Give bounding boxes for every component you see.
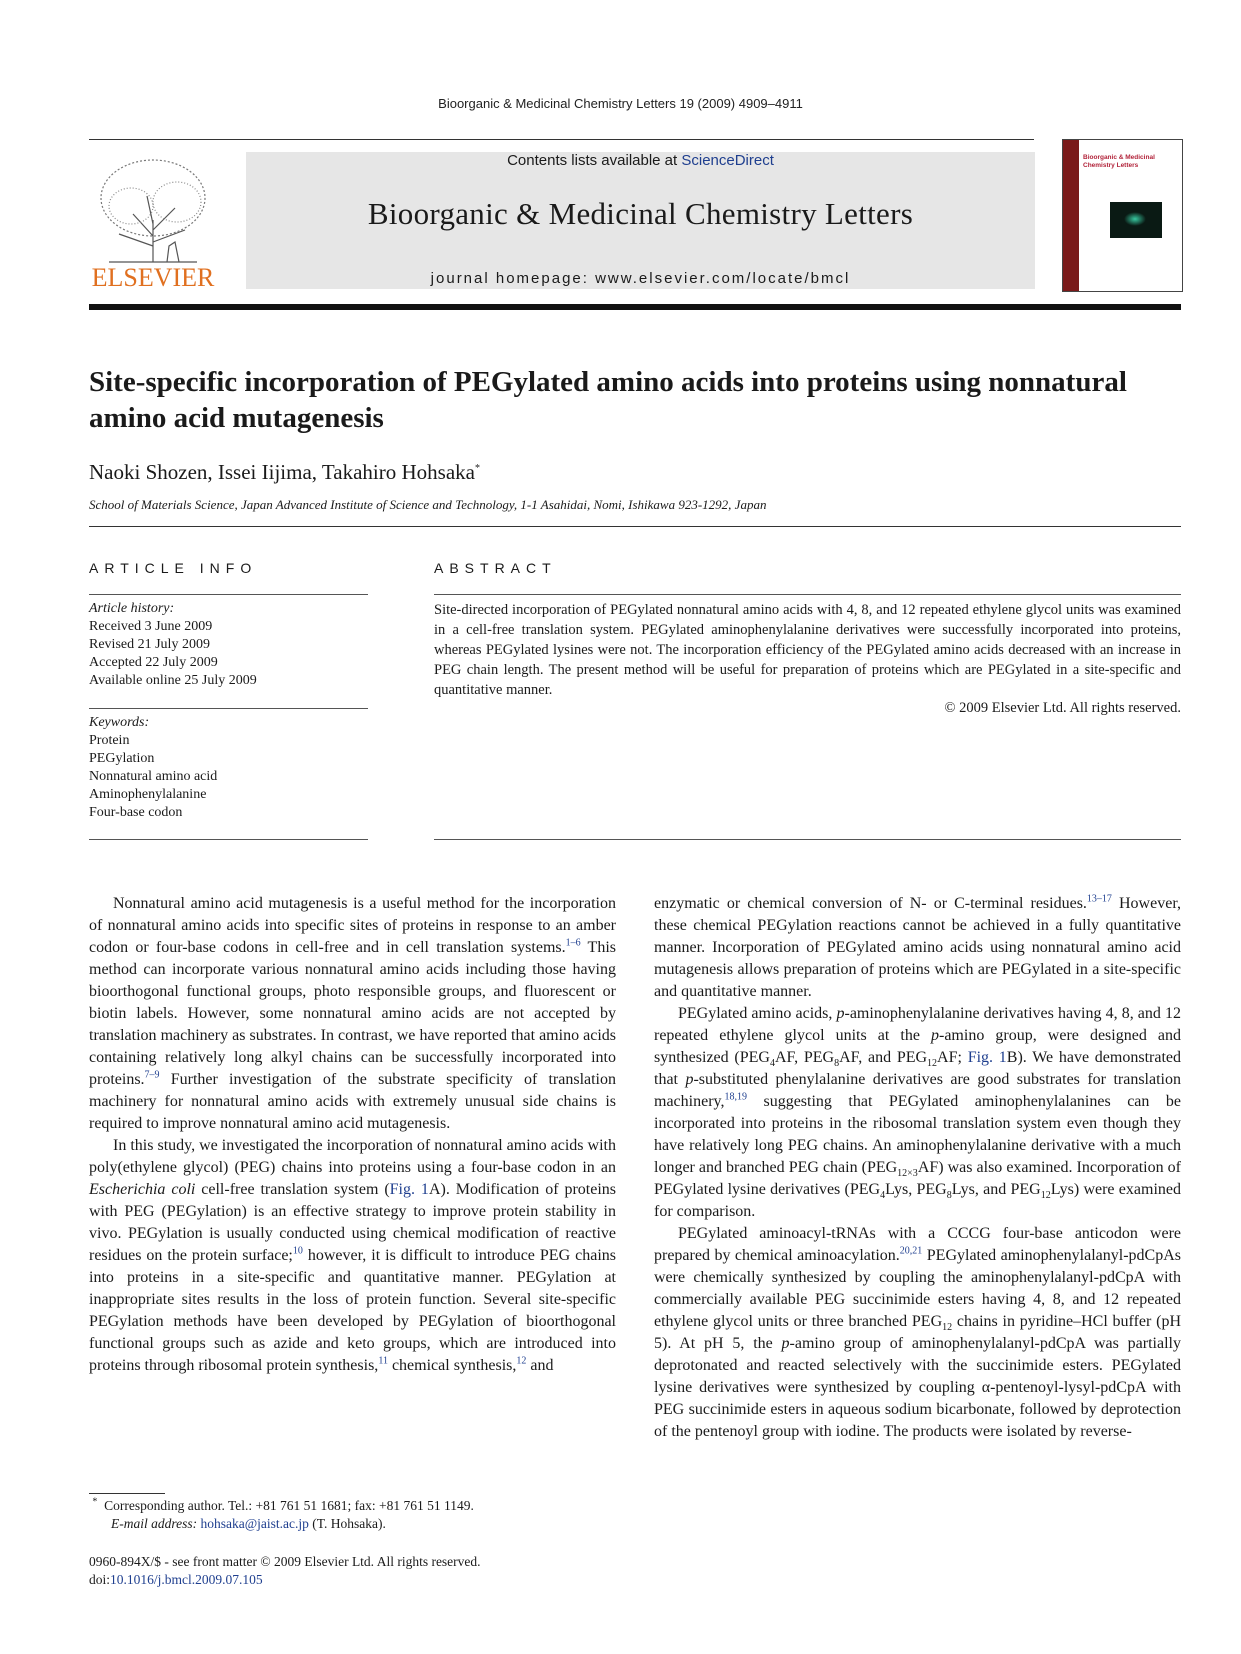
history-label: Article history: bbox=[89, 601, 175, 616]
abstract-heading: ABSTRACT bbox=[434, 560, 557, 576]
tree-logo-icon bbox=[89, 150, 217, 290]
body-column-left bbox=[89, 893, 616, 1377]
info-rule bbox=[89, 594, 368, 595]
info-rule bbox=[89, 839, 368, 840]
abstract-rule bbox=[434, 594, 1181, 595]
figure-link[interactable]: Fig. 1 bbox=[389, 1181, 429, 1198]
keyword: Nonnatural amino acid bbox=[89, 769, 218, 784]
text-run: 12 bbox=[1040, 1190, 1051, 1202]
info-rule bbox=[89, 708, 368, 709]
footnote-rule bbox=[89, 1493, 165, 1494]
text-run: -substituted phenylalanine derivatives are good substrates for translation machinery, bbox=[654, 1071, 1181, 1110]
doi-line bbox=[89, 1571, 689, 1589]
sciencedirect-link[interactable]: ScienceDirect bbox=[681, 152, 774, 169]
history-accepted: Accepted 22 July 2009 bbox=[89, 655, 218, 670]
text-run: 4 bbox=[769, 1058, 775, 1070]
text-run: AF) was also examined. Incorporation of PEGylated lysine derivatives (PEG bbox=[654, 1159, 1181, 1198]
text-run: 12×3 bbox=[897, 1168, 918, 1180]
cover-image bbox=[1110, 202, 1162, 238]
text-run: p bbox=[931, 1027, 939, 1044]
elsevier-wordmark: ELSEVIER bbox=[91, 263, 215, 290]
body-paragraph bbox=[654, 893, 1181, 1003]
journal-cover-thumbnail bbox=[1062, 139, 1183, 292]
history-received: Received 3 June 2009 bbox=[89, 619, 213, 634]
text-run: and bbox=[526, 1357, 554, 1374]
text-run: enzymatic or chemical conversion of N- or C-terminal residues. bbox=[654, 895, 1087, 912]
text-run: B). We have demonstrated that bbox=[654, 1049, 1181, 1088]
footnote-mark: * bbox=[92, 1496, 98, 1508]
text-run: p bbox=[836, 1005, 845, 1022]
body-column-right bbox=[654, 893, 1181, 1443]
email-line bbox=[89, 1515, 689, 1533]
affiliation: School of Materials Science, Japan Advanced Institute of Science and Technology, 1-1 Asahidai, Nomi, Ishikawa 923-1292, Japan bbox=[89, 497, 767, 512]
affiliation-rule bbox=[89, 526, 1181, 527]
text-run: PEGylated aminoacyl-tRNAs with a CCCG four-base anticodon were prepared by chemical aminoacylation. bbox=[654, 1225, 1181, 1264]
text-run: 8 bbox=[834, 1058, 840, 1070]
reference-link[interactable]: 20,21 bbox=[899, 1245, 923, 1257]
contents-line bbox=[246, 152, 1035, 169]
text-run: This method can incorporate various nonnatural amino acids including those having bioorthogonal functional groups, photo responsible groups, and fluorescent or biotin labels. However, some nonnatural amino acids are not accepted by translation machinery as substrates. In contrast, we have reported that amino acids containing relatively long alkyl chains can be successfully incorporated into proteins. bbox=[89, 939, 616, 1088]
email-name: (T. Hohsaka). bbox=[308, 1516, 386, 1531]
doi-link[interactable]: 10.1016/j.bmcl.2009.07.105 bbox=[110, 1572, 263, 1587]
keyword: Protein bbox=[89, 733, 130, 748]
reference-link[interactable]: 1–6 bbox=[565, 937, 581, 949]
text-run: However, these chemical PEGylation reactions cannot be achieved in a fully quantitative manner. Incorporation of PEGylated amino acids using nonnatural amino acid mutagenesis allows preparation of proteins which are PEGylated in a site-specific and quantitative manner. bbox=[654, 895, 1181, 1000]
body-paragraph bbox=[89, 893, 616, 1135]
text-run: AF; bbox=[937, 1049, 968, 1066]
body-paragraph bbox=[89, 1135, 616, 1377]
body-paragraph bbox=[654, 1003, 1181, 1223]
keyword: PEGylation bbox=[89, 751, 155, 766]
reference-link[interactable]: 13–17 bbox=[1086, 893, 1112, 905]
text-run: 12 bbox=[927, 1058, 938, 1070]
reference-link[interactable]: 11 bbox=[378, 1355, 388, 1367]
journal-homepage[interactable]: journal homepage: www.elsevier.com/locate/bmcl bbox=[430, 270, 851, 287]
article-history bbox=[89, 600, 368, 690]
text-run: PEGylated amino acids, bbox=[678, 1005, 837, 1022]
text-run: A). Modification of proteins with PEG (PEGylation) is an effective strategy to improve protein stability in vivo. PEGylation is usually conducted using chemical modification of reactive residues on the protein surface; bbox=[89, 1181, 617, 1264]
abstract-rule bbox=[434, 839, 1181, 840]
journal-citation: Bioorganic & Medicinal Chemistry Letters 19 (2009) 4909–4911 bbox=[438, 96, 803, 111]
authors-text: Naoki Shozen, Issei Iijima, Takahiro Hohsaka bbox=[89, 460, 475, 484]
corresponding-author-mark[interactable]: * bbox=[474, 463, 480, 474]
text-run: 4 bbox=[880, 1190, 886, 1202]
issn-line: 0960-894X/$ - see front matter © 2009 Elsevier Ltd. All rights reserved. bbox=[89, 1554, 481, 1569]
text-run: Escherichia coli bbox=[89, 1181, 196, 1198]
keywords bbox=[89, 714, 368, 822]
reference-link[interactable]: 12 bbox=[516, 1355, 527, 1367]
text-run: AF, PEG bbox=[774, 1049, 835, 1066]
article-info-heading: ARTICLE INFO bbox=[89, 560, 258, 576]
text-run: p bbox=[781, 1335, 790, 1352]
email-label: E-mail address: bbox=[111, 1516, 201, 1531]
email-link[interactable]: hohsaka@jaist.ac.jp bbox=[200, 1516, 309, 1531]
header-rule bbox=[89, 139, 1034, 140]
reference-link[interactable]: 7–9 bbox=[144, 1069, 160, 1081]
footnote bbox=[89, 1497, 689, 1533]
abstract-copyright: © 2009 Elsevier Ltd. All rights reserved. bbox=[944, 700, 1181, 716]
keyword: Aminophenylalanine bbox=[89, 787, 207, 802]
text-run: chains in pyridine–HCl buffer (pH 5). At pH 5, the bbox=[654, 1313, 1181, 1352]
doi-prefix: doi: bbox=[89, 1572, 111, 1587]
reference-link[interactable]: 10 bbox=[292, 1245, 303, 1257]
text-run: Nonnatural amino acid mutagenesis is a useful method for the incorporation of nonnatural amino acids into specific sites of proteins in response to an amber codon or four-base codons in cell-free and in cell translation systems. bbox=[89, 895, 616, 956]
text-run: AF, and PEG bbox=[839, 1049, 928, 1066]
article-title: Site-specific incorporation of PEGylated amino acids into proteins using nonnatural amino acid mutagenesis bbox=[89, 366, 1127, 434]
contents-prefix: Contents lists available at bbox=[507, 152, 682, 169]
text-run: suggesting that PEGylated aminophenylalanines can be incorporated into proteins in the ribosomal translation system even though they have relatively long PEG chains. An aminophenylalanine derivative with a much longer and branched PEG chain (PEG bbox=[654, 1093, 1181, 1176]
author-list bbox=[89, 460, 480, 485]
abstract-text: Site-directed incorporation of PEGylated nonnatural amino acids with 4, 8, and 12 repeated ethylene glycol units was examined in a cell-free translation system. PEGylated aminophenylalanine derivatives were successfully incorporated into proteins, whereas PEGylated lysines were not. The incorporation efficiency of the PEGylated amino acids decreased with an increase in PEG chain length. The present method will be useful for preparation of proteins which are PEGylated in a site-specific and quantitative manner. bbox=[434, 602, 1181, 698]
text-run: 8 bbox=[946, 1190, 952, 1202]
reference-link[interactable]: 18,19 bbox=[724, 1091, 747, 1103]
text-run: however, it is difficult to introduce PEG chains into proteins in a site-specific and quantitative manner. PEGylation at inappropriate sites results in the loss of protein function. Several site-specific PEGylation methods have been developed by PEGylation of bioorthogonal functional groups such as azide and keto groups, which are introduced into proteins through ribosomal protein synthesis, bbox=[89, 1247, 616, 1374]
text-run: -aminophenylalanine derivatives having 4, 8, and 12 repeated ethylene glycol units at the bbox=[654, 1005, 1182, 1044]
text-run: Lys, PEG bbox=[885, 1181, 947, 1198]
keyword: Four-base codon bbox=[89, 805, 183, 820]
header-thick-rule bbox=[89, 304, 1181, 310]
contact-details: Corresponding author. Tel.: +81 761 51 1681; fax: +81 761 51 1149. bbox=[104, 1498, 474, 1513]
text-run: Lys, and PEG bbox=[951, 1181, 1041, 1198]
text-run: p bbox=[685, 1071, 694, 1088]
history-revised: Revised 21 July 2009 bbox=[89, 637, 210, 652]
text-run: Lys) were examined for comparison. bbox=[654, 1181, 1182, 1220]
text-run: -amino group of aminophenylalanyl-pdCpA was partially deprotonated and reacted selectively with the succinimide esters. PEGylated lysine derivatives were synthesized by coupling α-pentenoyl-lysyl-pdCpA with PEG succinimide esters in aqueous sodium bicarbonate, followed by deprotection of the pentenoyl group with iodine. The products were isolated by reverse- bbox=[654, 1335, 1181, 1440]
text-run: cell-free translation system ( bbox=[195, 1181, 390, 1198]
text-run: 12 bbox=[942, 1322, 953, 1334]
cover-title: Bioorganic & Medicinal Chemistry Letters bbox=[1083, 154, 1155, 169]
journal-title: Bioorganic & Medicinal Chemistry Letters bbox=[367, 196, 914, 231]
history-online: Available online 25 July 2009 bbox=[89, 673, 257, 688]
text-run: -amino group, were designed and synthesized (PEG bbox=[654, 1027, 1181, 1066]
text-run: Further investigation of the substrate specificity of translation machinery for nonnatural amino acids with extremely unusual side chains is required to improve nonnatural amino acid mutagenesis. bbox=[89, 1071, 616, 1132]
figure-link[interactable]: Fig. 1 bbox=[967, 1049, 1007, 1066]
corresponding-author-note bbox=[89, 1497, 689, 1515]
elsevier-logo bbox=[89, 150, 217, 290]
page-footer bbox=[89, 1553, 689, 1589]
text-run: In this study, we investigated the incorporation of nonnatural amino acids with poly(ethylene glycol) (PEG) chains into proteins using a four-base codon in an bbox=[89, 1137, 616, 1176]
text-run: chemical synthesis, bbox=[387, 1357, 517, 1374]
text-run: PEGylated aminophenylalanyl-pdCpAs were chemically synthesized by coupling the aminophenylalanyl-pdCpA with commercially available PEG succinimide esters having 4, 8, and 12 repeated ethylene glycol units or three branched PEG bbox=[654, 1247, 1181, 1330]
keywords-label: Keywords: bbox=[89, 715, 150, 730]
body-paragraph bbox=[654, 1223, 1181, 1443]
